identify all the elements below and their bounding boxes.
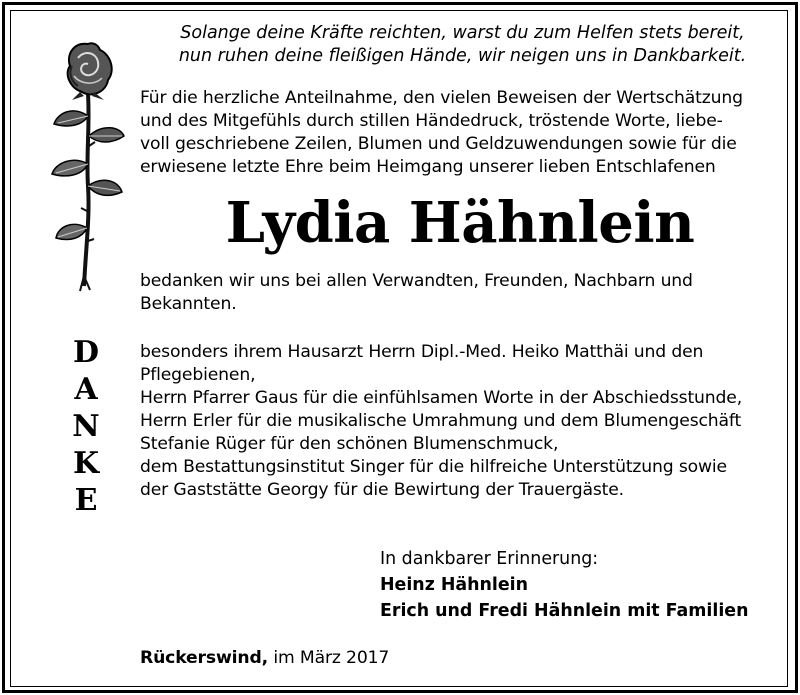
intro-line: und des Mitgefühls durch stillen Händedruck, tröstende Worte, liebe-	[140, 111, 723, 131]
danke-letter: N	[72, 409, 100, 444]
special-thanks-line: Herrn Pfarrer Gaus für die einfühlsamen Worte in der Abschiedsstunde,	[140, 388, 743, 408]
place-date	[140, 647, 389, 670]
danke-letter: D	[72, 335, 99, 370]
motto-line: nun ruhen deine fleißigen Hände, wir neigen uns in Dankbarkeit.	[178, 46, 747, 66]
special-thanks-line: Pflegebienen,	[140, 365, 256, 385]
special-thanks-line: Stefanie Rüger für den schönen Blumenschmuck,	[140, 434, 559, 454]
motto-line: Solange deine Kräfte reichten, warst du zum Helfen stets bereit,	[180, 23, 745, 43]
intro-paragraph	[140, 87, 743, 179]
intro-line: voll geschriebene Zeilen, Blumen und Geldzuwendungen sowie für die	[140, 134, 737, 154]
signature-block	[380, 546, 748, 624]
thanks-line: bedanken wir uns bei allen Verwandten, Freunden, Nachbarn und	[140, 271, 693, 291]
signature-name: Erich und Fredi Hähnlein mit Familien	[380, 601, 749, 621]
danke-vertical	[58, 334, 114, 519]
danke-letter: E	[74, 483, 98, 518]
intro-line: Für die herzliche Anteilnahme, den vielen Beweisen der Wertschätzung	[140, 88, 743, 108]
special-thanks-line: besonders ihrem Hausarzt Herrn Dipl.-Med. Heiko Matthäi und den	[140, 342, 704, 362]
place: Rückerswind,	[140, 648, 269, 668]
special-thanks-line: der Gaststätte Georgy für die Bewirtung der Trauergäste.	[140, 480, 624, 500]
special-thanks-line: dem Bestattungsinstitut Singer für die hilfreiche Unterstützung sowie	[140, 457, 727, 477]
motto	[150, 22, 775, 68]
special-thanks-paragraph	[140, 341, 742, 502]
thanks-paragraph	[140, 270, 693, 316]
intro-line: erwiesene letzte Ehre beim Heimgang unserer lieben Entschlafenen	[140, 157, 716, 177]
signature-name: Heinz Hähnlein	[380, 575, 529, 595]
signature-intro: In dankbarer Erinnerung:	[380, 549, 599, 569]
rose-icon	[44, 36, 134, 296]
thanks-line: Bekannten.	[140, 294, 237, 314]
date: im März 2017	[273, 648, 390, 668]
danke-letter: K	[72, 446, 100, 481]
special-thanks-line: Herrn Erler für die musikalische Umrahmung und dem Blumengeschäft	[140, 411, 742, 431]
deceased-name: Lydia Hähnlein	[225, 190, 695, 256]
danke-letter: A	[74, 372, 98, 407]
